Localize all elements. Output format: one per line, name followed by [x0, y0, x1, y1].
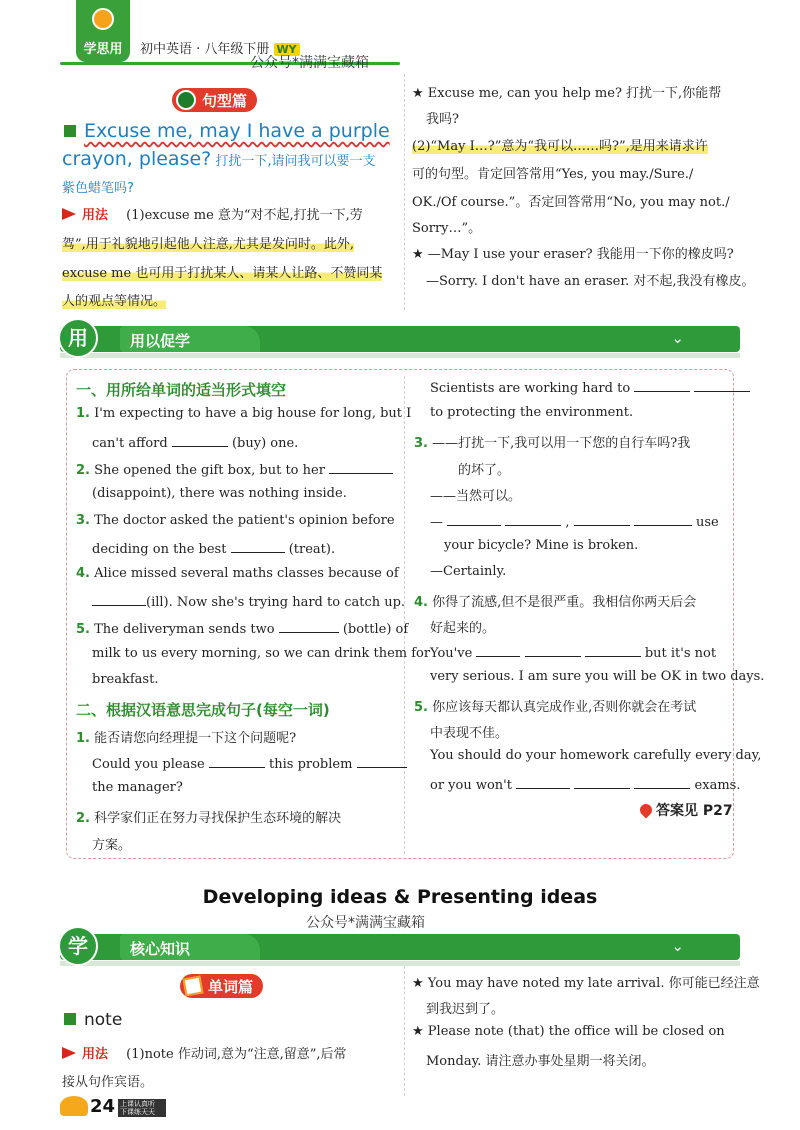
answer-blank[interactable]: [516, 775, 570, 789]
sun-icon: [60, 1096, 88, 1116]
usage-text-4: 人的观点等情况。: [62, 290, 166, 309]
bullet-square-icon: [64, 125, 76, 137]
footer-tag: 上课认真听 下课练天天: [118, 1099, 166, 1117]
unit-section-title: Developing ideas & Presenting ideas: [202, 886, 598, 908]
usage-line-1: [62, 204, 363, 223]
q3-line1: 3. The doctor asked the patient's opinion before: [76, 513, 395, 528]
usage-text-1: (1)excuse me 意为“对不起,打扰一下,劳: [126, 208, 363, 223]
q5-line2: milk to us every morning, so we can drink them for: [92, 646, 431, 661]
book-title-text: 初中英语 · 八年级下册: [140, 42, 270, 57]
pattern-en-line2: crayon, please?: [62, 148, 212, 170]
core-icon: 学: [58, 926, 98, 966]
answer-reference[interactable]: 答案见 P27: [640, 800, 733, 820]
banner-shadow: [60, 961, 740, 966]
practice-banner-label: 用以促学: [130, 332, 191, 350]
p2q1-en-c: the manager?: [92, 780, 183, 795]
example-line-1: ★ Excuse me, can you help me? 打扰一下,你能帮: [412, 86, 722, 101]
q1-line1: 1. I'm expecting to have a big house for long, but I: [76, 406, 412, 421]
word-heading: note: [64, 1010, 122, 1030]
bullet-square-icon: [64, 1013, 76, 1025]
p2q3-cn-line3: ——当然可以。: [430, 489, 522, 504]
column-divider: [404, 74, 405, 310]
answer-blank[interactable]: [574, 512, 630, 526]
usage-label: 用法: [82, 208, 109, 223]
location-pin-icon: [638, 802, 655, 819]
answer-blank[interactable]: [505, 512, 561, 526]
answer-blank[interactable]: [634, 775, 690, 789]
p2q4-en-line2: very serious. I am sure you will be OK in two days.: [430, 669, 765, 684]
pattern-cn-line2: 紫色蜡笔吗?: [62, 181, 134, 196]
answer-blank[interactable]: [172, 433, 228, 447]
answer-blank[interactable]: [92, 592, 146, 606]
part1-title: 一、用所给单词的适当形式填空: [76, 381, 287, 399]
answer-blank[interactable]: [209, 754, 265, 768]
word-usage-line2: 接从句作宾语。: [62, 1075, 154, 1090]
page-number: 24: [90, 1096, 116, 1117]
p2q3-cn-line2: 的坏了。: [458, 463, 511, 478]
p2q2-cn-line2: 方案。: [92, 838, 132, 853]
word-example-4: Monday. 请注意办事处星期一将关闭。: [426, 1054, 655, 1069]
p2q4-cn-line2: 好起来的。: [430, 621, 496, 636]
banner-shadow: [60, 353, 740, 358]
answer-blank[interactable]: [634, 512, 692, 526]
practice-banner[interactable]: [60, 326, 740, 352]
p2q5-en-line1: You should do your homework carefully every day,: [430, 748, 762, 763]
example-line-4: —Sorry. I don't have an eraser. 对不起,我没有橡皮。: [426, 274, 755, 289]
pattern-en-line1: Excuse me, may I have a purple: [64, 120, 390, 142]
sentence-section-label: 句型篇: [202, 91, 248, 110]
column-divider: [404, 966, 405, 1096]
rule-line-3: OK./Of course.”。否定回答常用“No, you may not./: [412, 195, 730, 210]
answer-blank[interactable]: [574, 775, 630, 789]
edition-badge: WY: [274, 43, 300, 56]
word-usage-line1: 用法 (1)note 作动词,意为“注意,留意”,后常: [62, 1043, 347, 1062]
pattern-line2: [62, 148, 376, 170]
p2q2-en-line1: Scientists are working hard to: [430, 378, 750, 396]
core-banner-label: 核心知识: [130, 940, 191, 958]
flag-icon: [62, 208, 76, 220]
p2q3-en-line2: your bicycle? Mine is broken.: [444, 538, 639, 553]
globe-icon: [176, 90, 196, 110]
q3-line2: deciding on the best (treat).: [92, 539, 335, 557]
core-banner[interactable]: [60, 934, 740, 960]
chevron-down-icon[interactable]: ⌄: [671, 329, 684, 347]
exercise-column-divider: [404, 376, 405, 854]
answer-blank[interactable]: [447, 512, 501, 526]
q5-line3: breakfast.: [92, 672, 159, 687]
page-footer: [60, 1096, 170, 1120]
p2q3-cn-line1: 3. ——打扰一下,我可以用一下您的自行车吗?我: [414, 436, 691, 451]
p2q5-cn-line1: 5. 你应该每天都认真完成作业,否则你就会在考试: [414, 700, 697, 715]
sun-icon: [92, 8, 114, 30]
answer-blank[interactable]: [585, 643, 641, 657]
word-example-2: 到我迟到了。: [426, 1002, 505, 1017]
p2q2-en-line2: to protecting the environment.: [430, 405, 634, 420]
p2q4-en-line1: You've but it's not: [430, 643, 716, 661]
answer-blank[interactable]: [231, 539, 285, 553]
pattern-cn-line1: 打扰一下,请问我可以要一支: [215, 154, 376, 169]
answer-blank[interactable]: [694, 378, 750, 392]
chevron-down-icon[interactable]: ⌄: [671, 937, 684, 955]
q1-line2: can't afford (buy) one.: [92, 433, 298, 451]
notepad-icon: [183, 976, 204, 997]
q2-line1: 2. She opened the gift box, but to her: [76, 460, 393, 478]
p2q4-cn-line1: 4. 你得了流感,但不是很严重。我相信你两天后会: [414, 595, 697, 610]
watermark-middle: 公众号*满满宝藏箱: [306, 915, 425, 931]
answer-blank[interactable]: [329, 460, 393, 474]
example-line-2: 我吗?: [426, 112, 459, 127]
sentence-section-pill: [172, 88, 257, 112]
p2q1-cn: 1. 能否请您向经理提一下这个问题呢?: [76, 731, 297, 746]
p2q2-cn-line1: 2. 科学家们正在努力寻找保护生态环境的解决: [76, 811, 342, 826]
answer-blank[interactable]: [634, 378, 690, 392]
q4-line2: (ill). Now she's trying hard to catch up.: [92, 592, 405, 610]
q4-line1: 4. Alice missed several maths classes because of: [76, 566, 399, 581]
watermark-top: 公众号*满满宝藏箱: [250, 55, 369, 71]
answer-blank[interactable]: [476, 643, 520, 657]
answer-blank[interactable]: [279, 619, 339, 633]
part2-title: 二、根据汉语意思完成句子(每空一词): [76, 701, 330, 719]
p2q5-cn-line2: 中表现不佳。: [430, 726, 509, 741]
rule-line-2: 可的句型。肯定回答常用“Yes, you may./Sure./: [412, 167, 694, 182]
q5-line1: 5. The deliveryman sends two (bottle) of: [76, 619, 408, 637]
word-section-label: 单词篇: [208, 977, 254, 996]
answer-blank[interactable]: [357, 754, 407, 768]
brand-logo: [76, 0, 130, 62]
usage-text-3: excuse me 也可用于打扰某人、请某人让路、不赞同某: [62, 262, 382, 281]
q2-line2: (disappoint), there was nothing inside.: [92, 486, 347, 501]
rule-line-4: Sorry…”。: [412, 221, 482, 236]
logo-text: 学思用: [83, 42, 123, 57]
answer-blank[interactable]: [525, 643, 581, 657]
example-line-3: ★ —May I use your eraser? 我能用一下你的橡皮吗?: [412, 247, 734, 262]
word-example-3: ★ Please note (that) the office will be closed on: [412, 1024, 725, 1039]
p2q3-en-line1: — , use: [430, 512, 719, 530]
word-example-1: ★ You may have noted my late arrival. 你可能已经注意: [412, 976, 760, 991]
p2q5-en-line2: or you won't exams.: [430, 775, 740, 793]
word-section-pill: [180, 974, 263, 998]
flag-icon: [62, 1047, 76, 1059]
practice-icon: 用: [58, 318, 98, 358]
p2q3-en-line3: —Certainly.: [430, 564, 507, 579]
usage-text-2: 驾”,用于礼貌地引起他人注意,尤其是发问时。此外,: [62, 233, 354, 252]
rule-line-1: (2)“May I…?”意为“我可以……吗?”,是用来请求许: [412, 135, 708, 154]
p2q1-en: Could you please this problem: [92, 754, 407, 772]
